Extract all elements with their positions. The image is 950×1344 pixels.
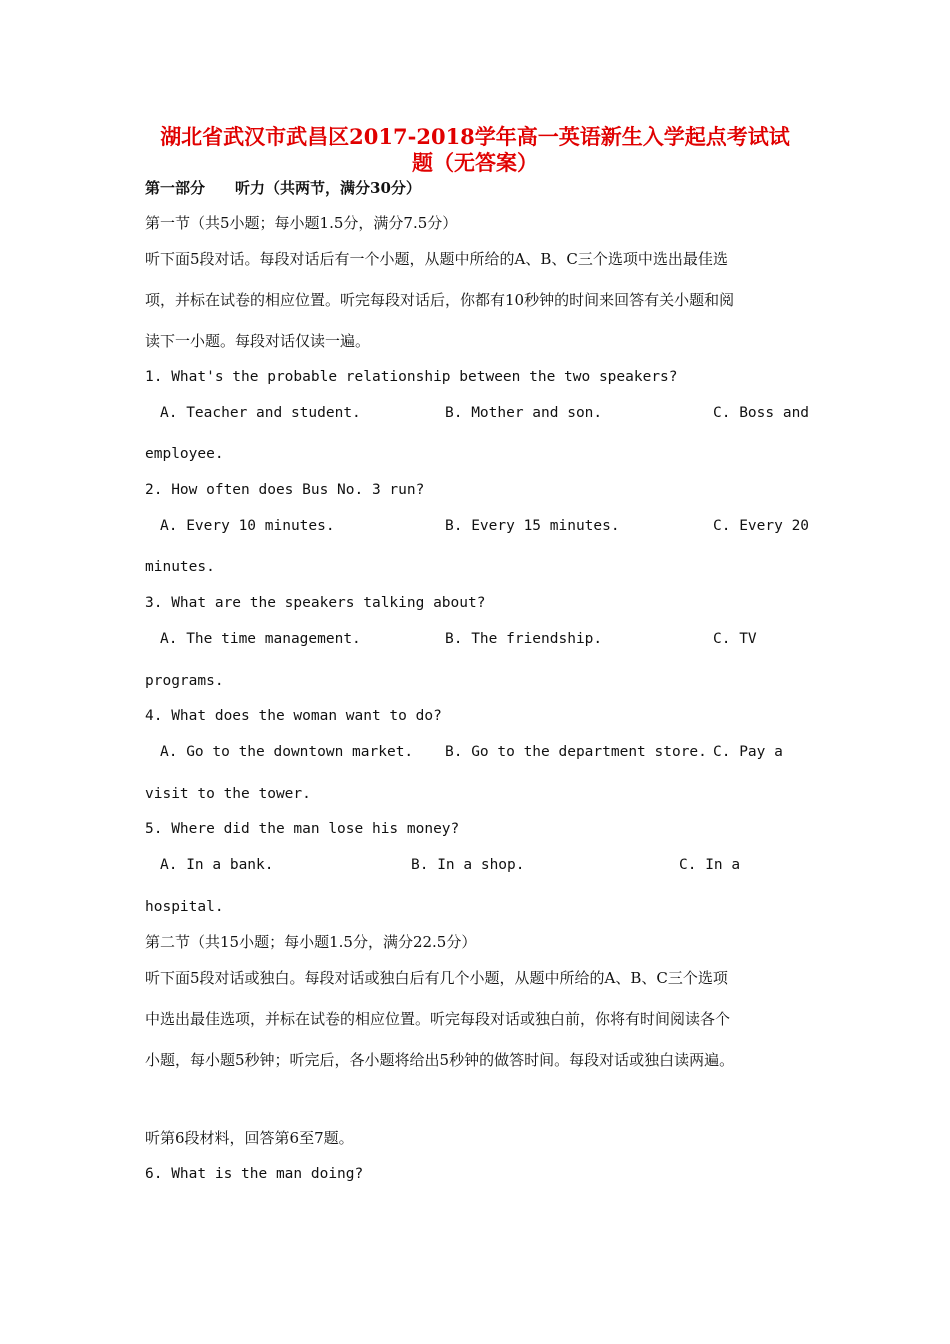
- page-title-line-1: 湖北省武汉市武昌区2017-2018学年高一英语新生入学起点考试试: [160, 124, 790, 149]
- question-3-stem: 3. What are the speakers talking about?: [145, 595, 486, 611]
- question-5-option-b: B. In a shop.: [411, 857, 525, 873]
- question-5-option-c: C. In a: [679, 857, 741, 873]
- question-3-option-b: B. The friendship.: [445, 631, 603, 647]
- material-6-instruction: 听第6段材料，回答第6至7题。: [145, 1129, 354, 1147]
- question-3-option-c: C. TV: [713, 631, 757, 647]
- page-title-line-2: 题（无答案）: [412, 150, 538, 175]
- question-4-option-c: C. Pay a: [713, 744, 783, 760]
- question-1-option-a: A. Teacher and student.: [160, 405, 361, 421]
- question-1-option-b: B. Mother and son.: [445, 405, 603, 421]
- part-1-heading: 第一部分 听力（共两节，满分30分）: [145, 179, 421, 197]
- section-2-instruction-2: 中选出最佳选项，并标在试卷的相应位置。听完每段对话或独白前，你将有时间阅读各个: [145, 1010, 731, 1028]
- question-2-option-c-wrap: minutes.: [145, 559, 215, 575]
- question-5-option-c-wrap: hospital.: [145, 899, 224, 915]
- question-2-option-b: B. Every 15 minutes.: [445, 518, 620, 534]
- section-2-heading: 第二节（共15小题；每小题1.5分，满分22.5分）: [145, 933, 477, 951]
- question-1-stem: 1. What's the probable relationship between the two speakers?: [145, 369, 678, 385]
- section-1-heading: 第一节（共5小题；每小题1.5分，满分7.5分）: [145, 214, 458, 232]
- section-1-instruction-1: 听下面5段对话。每段对话后有一个小题，从题中所给的A、B、C三个选项中选出最佳选: [145, 250, 728, 268]
- question-5-option-a: A. In a bank.: [160, 857, 274, 873]
- question-4-stem: 4. What does the woman want to do?: [145, 708, 442, 724]
- question-4-option-b: B. Go to the department store.: [445, 744, 707, 760]
- question-3-option-c-wrap: programs.: [145, 673, 224, 689]
- question-3-option-a: A. The time management.: [160, 631, 361, 647]
- question-5-stem: 5. Where did the man lose his money?: [145, 821, 460, 837]
- question-4-option-a: A. Go to the downtown market.: [160, 744, 414, 760]
- question-1-option-c-wrap: employee.: [145, 446, 224, 462]
- question-4-option-c-wrap: visit to the tower.: [145, 786, 311, 802]
- question-6-stem: 6. What is the man doing?: [145, 1166, 364, 1182]
- question-2-option-a: A. Every 10 minutes.: [160, 518, 335, 534]
- section-1-instruction-2: 项，并标在试卷的相应位置。听完每段对话后，你都有10秒钟的时间来回答有关小题和阅: [145, 291, 735, 309]
- section-2-instruction-3: 小题，每小题5秒钟；听完后，各小题将给出5秒钟的做答时间。每段对话或独白读两遍。: [145, 1051, 735, 1069]
- question-2-stem: 2. How often does Bus No. 3 run?: [145, 482, 425, 498]
- question-1-option-c: C. Boss and: [713, 405, 810, 421]
- section-2-instruction-1: 听下面5段对话或独白。每段对话或独白后有几个小题，从题中所给的A、B、C三个选项: [145, 969, 728, 987]
- question-2-option-c: C. Every 20: [713, 518, 810, 534]
- section-1-instruction-3: 读下一小题。每段对话仅读一遍。: [145, 332, 371, 350]
